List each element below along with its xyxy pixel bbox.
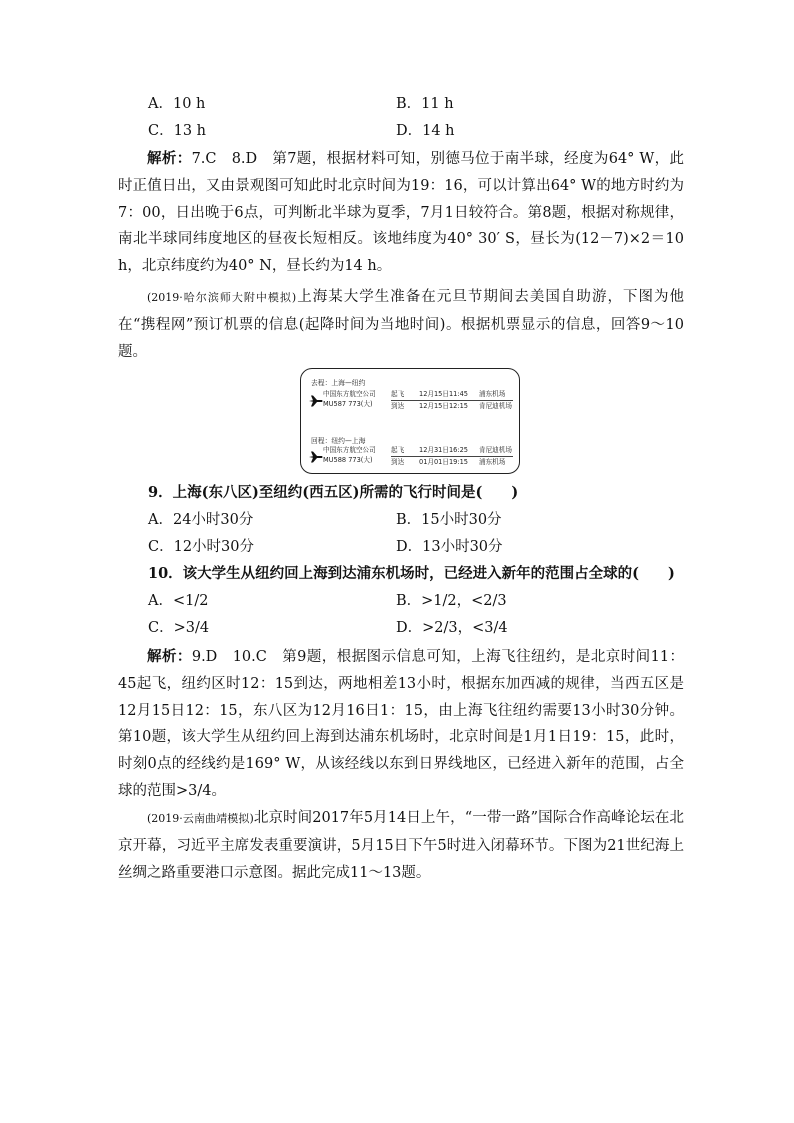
q9-option-b: B．15小时30分 — [396, 512, 502, 528]
material-source: (2019·哈尔滨师大附中模拟) — [147, 291, 297, 304]
analysis-text: 7.C 8.D 第7题，根据材料可知，别德马位于南半球，经度为64° W，此时正值日出，又由景观图可知此时北京时间为19：16，可以计算出64° W的地方时约为7：00，日出晚于6点，可判断北半球为夏季，7月1日较符合。第8题，根据对称规律，南北半球同纬度地区的昼夜长短相反。该地纬度为40° 30′ S，昼长为(12－7)×2＝10 h，北京纬度约为40° N，昼长约为14 h。 — [118, 151, 684, 275]
analysis-text: 9.D 10.C 第9题，根据图示信息可知，上海飞往纽约，是北京时间11：45起飞，纽约区时12：15到达，两地相差13小时，根据东加西减的规律，当西五区是12月15日12：15，东八区为12月16日1：15，由上海飞往纽约需要13小时30分钟。第10题，该大学生从纽约回上海到达浦东机场时，北京时间是1月1日19：15，此时，时刻0点的经线约是169° W，从该经线以东到日界线地区，已经进入新年的范围，占全球的范围>3/4。 — [118, 649, 684, 799]
material-text: 上海某大学生准备在元旦节期间去美国自助游，下图为他在“携程网”预订机票的信息(起降时间为当地时间)。根据机票显示的信息，回答9～10题。 — [118, 289, 685, 360]
material-text: 北京时间2017年5月14日上午，“一带一路”国际合作高峰论坛在北京开幕，习近平主席发表重要演讲，5月15日下午5时进入闭幕环节。下图为21世纪海上丝绸之路重要港口示意图。据此完成11～13题。 — [118, 810, 684, 881]
q9-option-d: D．13小时30分 — [396, 539, 503, 555]
outbound-title: 去程：上海—纽约 — [311, 379, 366, 387]
outbound-flight: MU587 773(大) — [323, 400, 373, 408]
q9-option-a: A．24小时30分 — [148, 512, 254, 528]
question-10: 10．该大学生从纽约回上海到达浦东机场时，已经进入新年的范围占全球的( ) — [148, 565, 675, 582]
outbound-separator — [391, 400, 513, 401]
analysis-label: 解析： — [147, 648, 192, 665]
question-9: 9．上海(东八区)至纽约(西五区)所需的飞行时间是( ) — [148, 484, 519, 501]
material-9-10 — [118, 284, 684, 365]
return-separator — [391, 456, 513, 457]
q8-option-c: C．13 h — [148, 123, 206, 139]
material-11-13 — [118, 805, 684, 886]
airplane-icon — [309, 451, 323, 465]
outbound-airline: 中国东方航空公司 — [323, 390, 376, 398]
q8-option-d: D．14 h — [396, 123, 455, 139]
q10-option-b: B．>1/2，<2/3 — [396, 593, 507, 609]
analysis-9-10 — [118, 644, 684, 805]
q8-option-b: B．11 h — [396, 96, 454, 112]
analysis-7-8 — [118, 146, 684, 280]
return-title: 回程：纽约—上海 — [311, 437, 366, 445]
airplane-icon — [309, 395, 323, 409]
return-airline: 中国东方航空公司 — [323, 446, 376, 454]
q8-option-a: A．10 h — [148, 96, 206, 112]
q9-option-c: C．12小时30分 — [148, 539, 254, 555]
material-source: (2019·云南曲靖模拟) — [147, 812, 254, 825]
q10-option-c: C．>3/4 — [148, 620, 210, 636]
return-flight: MU588 773(大) — [323, 456, 373, 464]
q10-option-d: D．>2/3，<3/4 — [396, 620, 508, 636]
flight-ticket-figure: 去程：上海—纽约 中国东方航空公司 MU587 773(大) 起飞 12月15日11:45 浦东机场 到达 12月15日12:15 肯尼迪机场 回程：纽约—上海 中国东方航空公司 MU588 773(大) 起飞 12月31日16:25 肯尼迪机场 到达 01月01日19:15 浦东机场 — [300, 368, 520, 474]
analysis-label: 解析： — [147, 150, 192, 167]
q10-option-a: A．<1/2 — [148, 593, 209, 609]
